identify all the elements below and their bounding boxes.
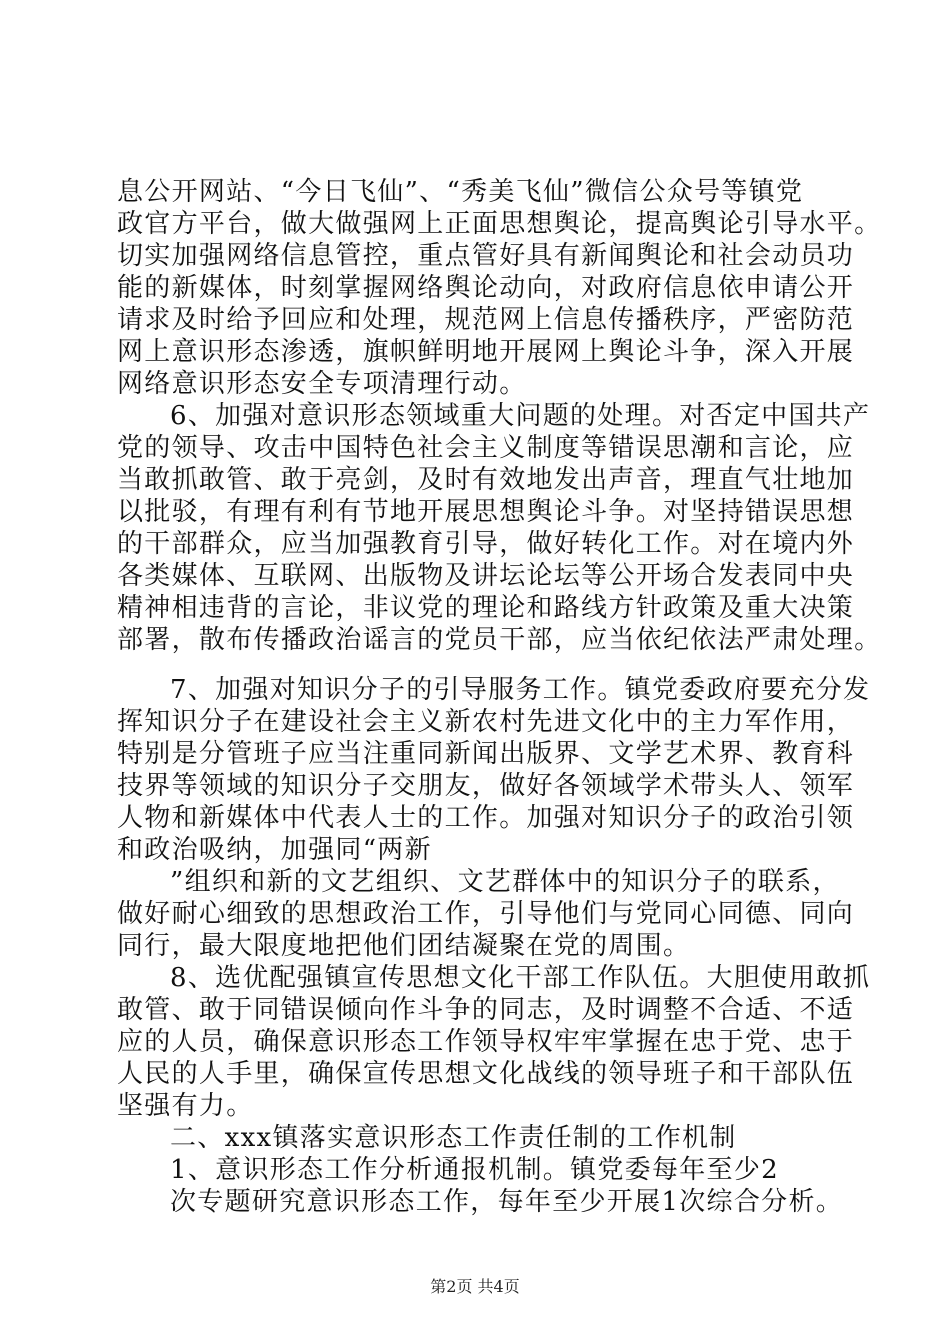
text-line: 请求及时给予回应和处理，规范网上信息传播秩序，严密防范: [117, 305, 855, 335]
text-line: 切实加强网络信息管控，重点管好具有新闻舆论和社会动员功: [117, 241, 855, 271]
text-line: 网上意识形态渗透，旗帜鲜明地开展网上舆论斗争，深入开展: [117, 337, 855, 367]
section-heading: 二、xxx镇落实意识形态工作责任制的工作机制: [170, 1123, 737, 1153]
text-line: 各类媒体、互联网、出版物及讲坛论坛等公开场合发表同中央: [117, 561, 855, 591]
text-line: 应的人员，确保意识形态工作领导权牢牢掌握在忠于党、忠于: [117, 1027, 855, 1057]
page-number-footer: 第2页 共4页: [430, 1277, 520, 1296]
text-line: 息公开网站、“今日飞仙”、“秀美飞仙”微信公众号等镇党: [117, 177, 804, 207]
text-line: 次专题研究意识形态工作，每年至少开展1次综合分析。: [170, 1187, 844, 1217]
text-line: 部署，散布传播政治谣言的党员干部，应当依纪依法严肃处理。: [117, 625, 882, 655]
text-line: 当敢抓敢管、敢于亮剑，及时有效地发出声音，理直气壮地加: [117, 465, 855, 495]
text-line: 政官方平台，做大做强网上正面思想舆论，提高舆论引导水平。: [117, 209, 882, 239]
text-line: 的干部群众，应当加强教育引导，做好转化工作。对在境内外: [117, 529, 855, 559]
text-line: 精神相违背的言论，非议党的理论和路线方针政策及重大决策: [117, 593, 855, 623]
text-line: ”组织和新的文艺组织、文艺群体中的知识分子的联系，: [170, 867, 840, 897]
text-line: 特别是分管班子应当注重同新闻出版界、文学艺术界、教育科: [117, 739, 855, 769]
text-line: 挥知识分子在建设社会主义新农村先进文化中的主力军作用，: [117, 707, 855, 737]
text-line: 坚强有力。: [117, 1091, 254, 1121]
text-line: 能的新媒体，时刻掌握网络舆论动向，对政府信息依申请公开: [117, 273, 855, 303]
text-line: 和政治吸纳，加强同“两新: [117, 835, 432, 865]
text-line: 网络意识形态安全专项清理行动。: [117, 369, 527, 399]
text-line: 技界等领域的知识分子交朋友，做好各领域学术带头人、领军: [117, 771, 855, 801]
text-line: 人民的人手里，确保宣传思想文化战线的领导班子和干部队伍: [117, 1059, 855, 1089]
text-line: 以批驳，有理有利有节地开展思想舆论斗争。对坚持错误思想: [117, 497, 855, 527]
paragraph-6-start: 6、加强对意识形态领域重大问题的处理。对否定中国共产: [170, 401, 871, 431]
paragraph-1-start: 1、意识形态工作分析通报机制。镇党委每年至少2: [170, 1155, 779, 1185]
text-line: 敢管、敢于同错误倾向作斗争的同志，及时调整不合适、不适: [117, 995, 855, 1025]
text-line: 同行，最大限度地把他们团结凝聚在党的周围。: [117, 931, 691, 961]
paragraph-8-start: 8、选优配强镇宣传思想文化干部工作队伍。大胆使用敢抓: [170, 963, 871, 993]
text-line: 人物和新媒体中代表人士的工作。加强对知识分子的政治引领: [117, 803, 855, 833]
paragraph-7-start: 7、加强对知识分子的引导服务工作。镇党委政府要充分发: [170, 675, 871, 705]
text-line: 党的领导、攻击中国特色社会主义制度等错误思潮和言论，应: [117, 433, 855, 463]
text-line: 做好耐心细致的思想政治工作，引导他们与党同心同德、同向: [117, 899, 855, 929]
